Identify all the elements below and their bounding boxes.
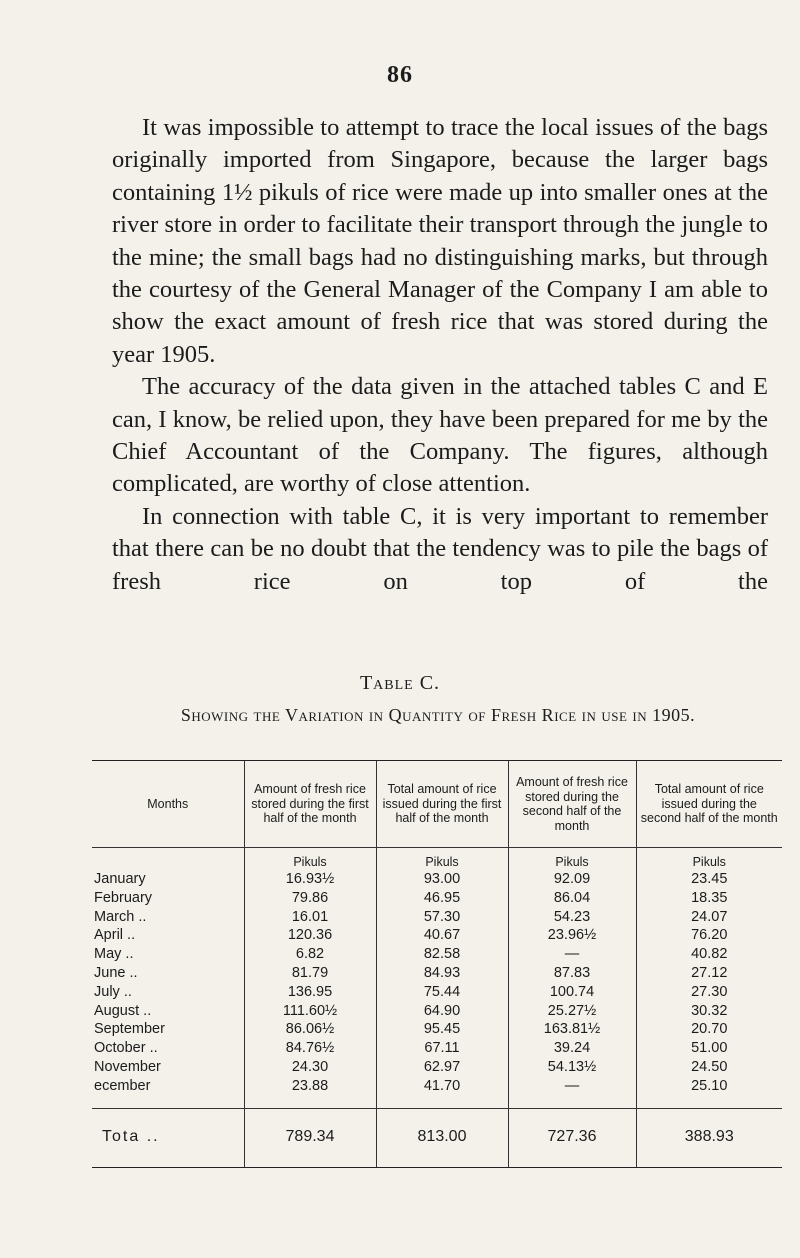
header-cell: Total amount of rice issued during the first half of the month bbox=[376, 761, 508, 848]
value-cell: 84.76½ bbox=[244, 1039, 376, 1058]
data-table bbox=[92, 760, 782, 1168]
total-row bbox=[92, 1108, 782, 1167]
value-cell: 75.44 bbox=[376, 983, 508, 1002]
value-cell: 25.10 bbox=[636, 1077, 782, 1108]
rice-table bbox=[92, 760, 782, 1168]
month-cell bbox=[92, 848, 244, 871]
value-cell: 41.70 bbox=[376, 1077, 508, 1108]
table-row bbox=[92, 964, 782, 983]
value-cell: 54.23 bbox=[508, 908, 636, 927]
month-cell: May .. bbox=[94, 946, 134, 963]
value-cell: 51.00 bbox=[636, 1039, 782, 1058]
table-body bbox=[92, 848, 782, 1168]
value-cell: 23.88 bbox=[244, 1077, 376, 1108]
value-cell: 27.30 bbox=[636, 983, 782, 1002]
table-row bbox=[92, 870, 782, 889]
table-row bbox=[92, 889, 782, 908]
value-cell: 27.12 bbox=[636, 964, 782, 983]
value-cell: 16.01 bbox=[244, 908, 376, 927]
value-cell: 388.93 bbox=[636, 1108, 782, 1167]
body-text bbox=[112, 112, 768, 598]
month-cell: February bbox=[94, 889, 153, 906]
value-cell: 30.32 bbox=[636, 1002, 782, 1021]
table-row bbox=[92, 1058, 782, 1077]
paragraph: In connection with table C, it is very important to remember that there can be no doubt that the tendency was to pile the bags of fresh rice on top of the bbox=[112, 502, 768, 595]
value-cell: 23.96½ bbox=[508, 926, 636, 945]
table-row bbox=[92, 1020, 782, 1039]
header-cell: Total amount of rice issued during the second half of the month bbox=[636, 761, 782, 848]
value-cell: 46.95 bbox=[376, 889, 508, 908]
value-cell: 25.27½ bbox=[508, 1002, 636, 1021]
value-cell: 81.79 bbox=[244, 964, 376, 983]
table-row bbox=[92, 1039, 782, 1058]
table-caption: Table C. bbox=[359, 672, 441, 694]
month-cell: September bbox=[94, 1021, 165, 1038]
month-cell: August .. bbox=[94, 1002, 152, 1019]
value-cell: 86.04 bbox=[508, 889, 636, 908]
value-cell: 84.93 bbox=[376, 964, 508, 983]
value-cell: 120.36 bbox=[244, 926, 376, 945]
value-cell: 16.93½ bbox=[244, 870, 376, 889]
value-cell: 136.95 bbox=[244, 983, 376, 1002]
value-cell: 24.50 bbox=[636, 1058, 782, 1077]
month-cell: October .. bbox=[94, 1040, 158, 1057]
value-cell: 76.20 bbox=[636, 926, 782, 945]
value-cell: 92.09 bbox=[508, 870, 636, 889]
value-cell: 86.06½ bbox=[244, 1020, 376, 1039]
page-number: 86 bbox=[387, 62, 413, 88]
value-cell: 67.11 bbox=[376, 1039, 508, 1058]
value-cell: 39.24 bbox=[508, 1039, 636, 1058]
value-cell: 82.58 bbox=[376, 945, 508, 964]
value-cell: 95.45 bbox=[376, 1020, 508, 1039]
units-row bbox=[92, 848, 782, 871]
table-row bbox=[92, 1002, 782, 1021]
value-cell: 111.60½ bbox=[244, 1002, 376, 1021]
value-cell: 163.81½ bbox=[508, 1020, 636, 1039]
value-cell: 789.34 bbox=[244, 1108, 376, 1167]
header-cell: Amount of fresh rice stored during the first half of the month bbox=[244, 761, 376, 848]
value-cell: 40.82 bbox=[636, 945, 782, 964]
month-cell: June .. bbox=[94, 964, 138, 981]
month-cell: November bbox=[94, 1058, 161, 1075]
paragraph: It was impossible to attempt to trace the local issues of the bags originally imported from Singapore, because the larger bags containing 1½ pikuls of rice were made up into smaller ones at the river store in order to facilitate their transport through the jungle to the mine; the small bags had no distinguishing marks, but through the courtesy of the General Manager of the Company I am able to show the exact amount of fresh rice that was stored during the year 1905. bbox=[112, 114, 768, 368]
value-cell: 6.82 bbox=[244, 945, 376, 964]
value-cell: Pikuls bbox=[636, 848, 782, 871]
value-cell: 64.90 bbox=[376, 1002, 508, 1021]
value-cell: 40.67 bbox=[376, 926, 508, 945]
value-cell: 727.36 bbox=[508, 1108, 636, 1167]
value-cell: 18.35 bbox=[636, 889, 782, 908]
value-cell: 24.07 bbox=[636, 908, 782, 927]
value-cell: — bbox=[508, 945, 636, 964]
table-row bbox=[92, 983, 782, 1002]
value-cell: 62.97 bbox=[376, 1058, 508, 1077]
month-cell: March .. bbox=[94, 908, 147, 925]
table-row bbox=[92, 908, 782, 927]
value-cell: 24.30 bbox=[244, 1058, 376, 1077]
table-row bbox=[92, 945, 782, 964]
table-row bbox=[92, 926, 782, 945]
table-subtitle: Showing the Variation in Quantity of Fresh Rice in use in 1905. bbox=[180, 705, 696, 725]
value-cell: Pikuls bbox=[376, 848, 508, 871]
value-cell: 54.13½ bbox=[508, 1058, 636, 1077]
value-cell: — bbox=[508, 1077, 636, 1108]
month-cell: April .. bbox=[94, 927, 136, 944]
header-cell: Amount of fresh rice stored during the second half of the month bbox=[508, 761, 636, 848]
value-cell: 23.45 bbox=[636, 870, 782, 889]
month-cell: ecember bbox=[94, 1077, 151, 1094]
value-cell: 813.00 bbox=[376, 1108, 508, 1167]
value-cell: Pikuls bbox=[508, 848, 636, 871]
value-cell: 20.70 bbox=[636, 1020, 782, 1039]
header-cell: Months bbox=[92, 761, 244, 848]
paragraph: The accuracy of the data given in the attached tables C and E can, I know, be relied upon, they have been prepared for me by the Chief Accountant of the Company. The figures, although complicated, are worthy of close attention. bbox=[112, 373, 768, 498]
value-cell: 100.74 bbox=[508, 983, 636, 1002]
value-cell: 79.86 bbox=[244, 889, 376, 908]
value-cell: 87.83 bbox=[508, 964, 636, 983]
header-row bbox=[92, 761, 782, 848]
value-cell: 93.00 bbox=[376, 870, 508, 889]
month-cell: January bbox=[94, 871, 146, 887]
month-cell: Tota .. bbox=[92, 1108, 244, 1167]
table-row bbox=[92, 1077, 782, 1108]
month-cell: July .. bbox=[94, 983, 132, 1000]
value-cell: Pikuls bbox=[244, 848, 376, 871]
value-cell: 57.30 bbox=[376, 908, 508, 927]
